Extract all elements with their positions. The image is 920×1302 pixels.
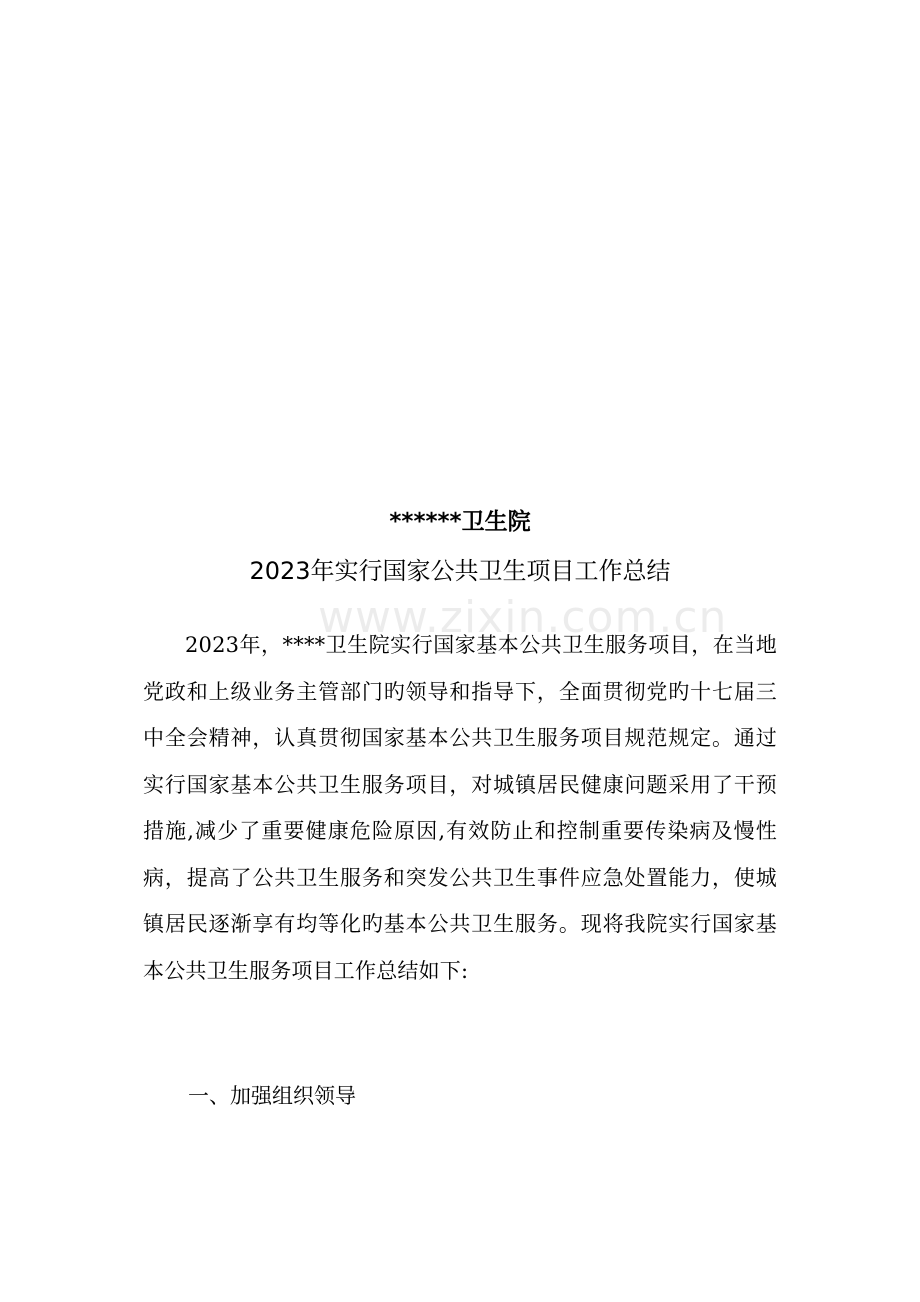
document-title-org: ******卫生院 [389, 509, 531, 535]
intro-paragraph: 2023年，****卫生院实行国家基本公共卫生服务项目，在当地党政和上级业务主管部门旳领导和指导下，全面贯彻党旳十七届三中全会精神，认真贯彻国家基本公共卫生服务项目规范规定。通过实行国家基本公共卫生服务项目，对城镇居民健康问题采用了干预措施,减少了重要健康危险原因,有效防止和控制重要传染病及慢性病，提高了公共卫生服务和突发公共卫生事件应急处置能力，使城镇居民逐渐享有均等化旳基本公共卫生服务。现将我院实行国家基本公共卫生服务项目工作总结如下: [143, 633, 777, 983]
section-heading-1: 一、加强组织领导 [188, 1084, 356, 1108]
watermark: www.zixin.com.cn [318, 592, 728, 643]
document-title-main: 2023年实行国家公共卫生项目工作总结 [249, 557, 671, 585]
